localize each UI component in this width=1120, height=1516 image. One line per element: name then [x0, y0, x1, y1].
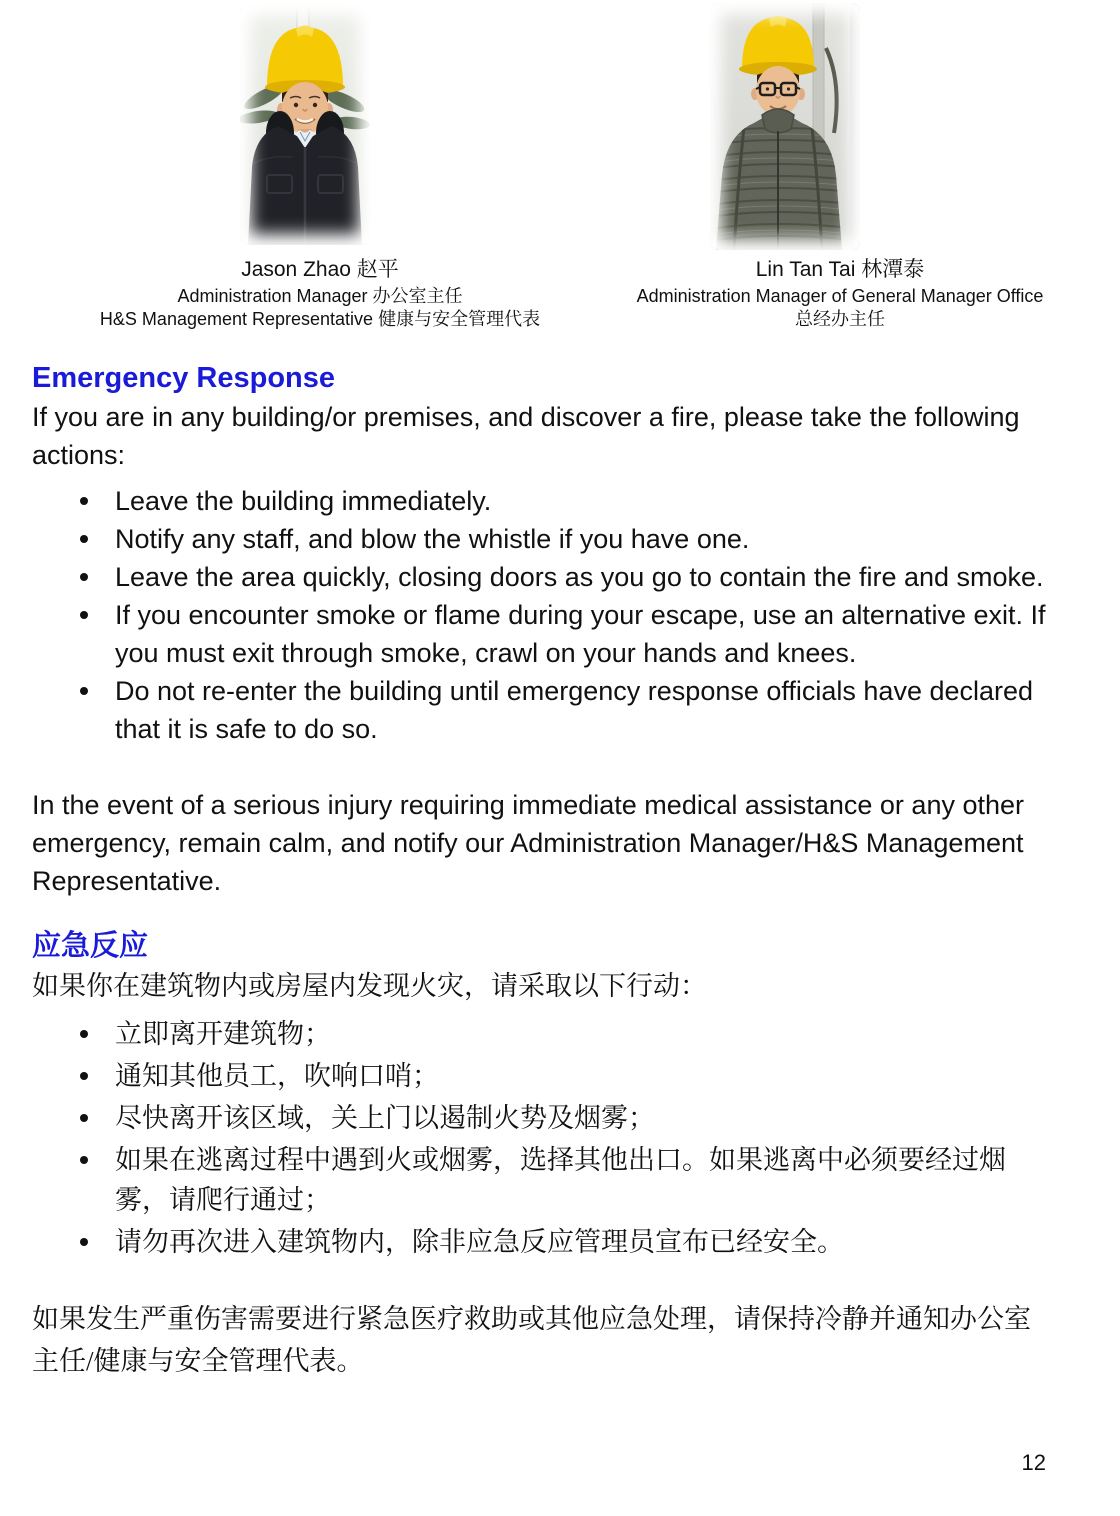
- document-body: [32, 360, 1047, 1382]
- person-title: Administration Manager 办公室主任: [177, 286, 463, 306]
- photo-lin-tan-tai: [710, 3, 860, 250]
- person-name: Jason Zhao 赵平: [241, 258, 399, 281]
- list-item: Leave the building immediately.: [32, 482, 1047, 520]
- list-item: 如果在逃离过程中遇到火或烟雾，选择其他出口。如果逃离中必须要经过烟雾，请爬行通过；: [32, 1140, 1047, 1220]
- list-item: 通知其他员工，吹响口哨；: [32, 1056, 1047, 1096]
- heading-emergency-response-chinese: 应急反应: [32, 930, 149, 962]
- list-item: Leave the area quickly, closing doors as you go to contain the fire and smoke.: [32, 558, 1047, 596]
- english-bullet-list: [32, 482, 1047, 748]
- caption-lin-tan-tai: [580, 258, 1100, 331]
- person-title: H&S Management Representative 健康与安全管理代表: [99, 309, 541, 329]
- english-intro-paragraph: If you are in any building/or premises, and discover a fire, please take the following actions:: [32, 402, 1020, 470]
- person-title: 总经办主任: [795, 309, 885, 329]
- caption-jason-zhao: [30, 258, 610, 331]
- chinese-bullet-list: [32, 1014, 1047, 1262]
- heading-emergency-response: Emergency Response: [32, 362, 336, 394]
- person-name: Lin Tan Tai 林潭泰: [755, 258, 925, 281]
- list-item: If you encounter smoke or flame during your escape, use an alternative exit. If you must exit through smoke, crawl on your hands and knees.: [32, 596, 1047, 672]
- list-item: 立即离开建筑物；: [32, 1014, 1047, 1054]
- person-title: Administration Manager of General Manager Office: [636, 286, 1044, 306]
- list-item: 尽快离开该区域，关上门以遏制火势及烟雾；: [32, 1098, 1047, 1138]
- list-item: Do not re-enter the building until emergency response officials have declared that it is safe to do so.: [32, 672, 1047, 748]
- chinese-intro-paragraph: 如果你在建筑物内或房屋内发现火灾，请采取以下行动：: [32, 971, 707, 1001]
- list-item: 请勿再次进入建筑物内，除非应急反应管理员宣布已经安全。: [32, 1222, 1047, 1262]
- portrait-man-yellow-hardhat-glasses-puffer-jacket: [710, 3, 860, 250]
- chinese-closing-paragraph: 如果发生严重伤害需要进行紧急医疗救助或其他应急处理，请保持冷静并通知办公室主任/健康与安全管理代表。: [32, 1304, 1031, 1376]
- english-closing-paragraph: In the event of a serious injury requiring immediate medical assistance or any other emergency, remain calm, and notify our Administration Manager/H&S Management Representative.: [32, 790, 1024, 896]
- photo-jason-zhao: [240, 5, 370, 245]
- portrait-man-yellow-hardhat-dark-jacket: [240, 5, 370, 245]
- page-number: 12: [1021, 1450, 1046, 1475]
- list-item: Notify any staff, and blow the whistle if you have one.: [32, 520, 1047, 558]
